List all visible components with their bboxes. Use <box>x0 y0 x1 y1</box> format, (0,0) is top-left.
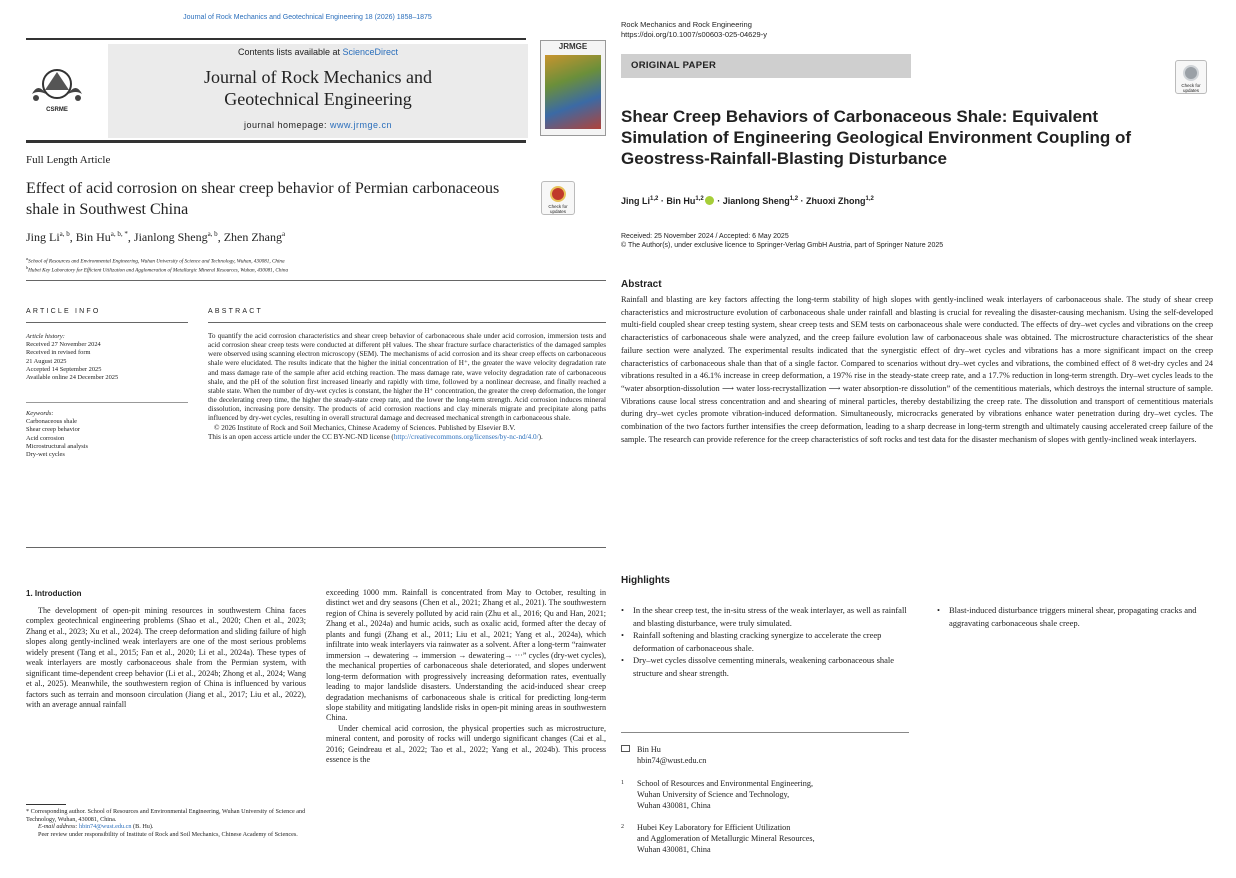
doi-link[interactable]: https://doi.org/10.1007/s00603-025-04629-y <box>621 30 767 39</box>
affiliation-a <box>26 256 285 265</box>
left-article-page <box>0 0 615 878</box>
right-article-page <box>615 0 1236 878</box>
intro-paragraph: Under chemical acid corrosion, the physical properties such as microstructure, mineral content, and porosity of rocks will undergo significant changes (Cai et al., 2016; Geindreau et al., 2022; Tao et al., 2022; Yang et al., 2024b). This process essence is the <box>326 723 606 765</box>
article-info-heading: ARTICLE INFO <box>26 308 101 315</box>
corresponding-name: Bin Hu <box>637 745 661 754</box>
cover-image <box>545 55 601 129</box>
author-name[interactable]: Jianlong Sheng <box>133 230 208 244</box>
homepage-link[interactable]: www.jrmge.cn <box>330 120 393 130</box>
banner-bottom-rule <box>26 140 526 143</box>
copyright-line: © The Author(s), under exclusive licence to Springer-Verlag GmbH Austria, part of Springer Nature 2025 <box>621 242 944 249</box>
publication-dates <box>621 232 943 250</box>
highlights-heading: Highlights <box>621 575 670 586</box>
journal-reference <box>621 20 767 40</box>
author-name[interactable]: Bin Hu <box>666 196 696 206</box>
corresponding-author <box>621 744 911 766</box>
footnote-rule <box>26 804 66 805</box>
affiliation-text: School of Resources and Environmental Engineering, Wuhan University of Science and Technology, Wuhan, 430081, China <box>28 258 285 265</box>
copyright-line: © 2026 Institute of Rock and Soil Mechanics, Chinese Academy of Sciences. Published by Elsevier B.V. <box>214 423 516 432</box>
journal-homepage <box>108 120 528 130</box>
orcid-icon[interactable] <box>705 196 714 205</box>
introduction-heading: 1. Introduction <box>26 589 82 598</box>
article-type-banner: ORIGINAL PAPER <box>621 54 911 78</box>
affiliation-b <box>26 265 288 274</box>
author-separator: · <box>658 196 667 206</box>
journal-cover-thumbnail <box>540 40 606 136</box>
affiliation-line: and Agglomeration of Metallurgic Mineral Resources, <box>637 834 815 843</box>
affiliation-line: Wuhan 430081, China <box>637 801 711 810</box>
abstract-heading: Abstract <box>621 279 662 290</box>
sciencedirect-link[interactable]: ScienceDirect <box>342 47 399 57</box>
affiliation-line: Wuhan 430081, China <box>637 845 711 854</box>
email-footnote <box>26 823 306 831</box>
society-logo <box>24 60 90 120</box>
author-sup: 1,2 <box>789 196 799 202</box>
article-history <box>26 333 196 382</box>
keyword: Dry-wet cycles <box>26 451 65 459</box>
author-sup: a <box>282 230 286 238</box>
header-rule <box>26 38 526 40</box>
author-name[interactable]: Bin Hu <box>75 230 111 244</box>
license-suffix: ). <box>538 432 543 441</box>
highlight-item: • In the shear creep test, the in-situ stress of the weak interlayer, as well as rainfall and blasting disturbance, were truly simulated. <box>621 604 909 629</box>
footnotes <box>26 808 306 838</box>
history-line: Accepted 14 September 2025 <box>26 365 102 373</box>
keywords <box>26 410 196 459</box>
journal-title-line1: Journal of Rock Mechanics and <box>204 67 432 87</box>
affiliation-line: Hubei Key Laboratory for Efficient Utilization <box>637 823 791 832</box>
journal-name: Rock Mechanics and Rock Engineering <box>621 20 752 29</box>
keyword: Microstructural analysis <box>26 442 88 450</box>
author-sup: 1,2 <box>650 196 659 202</box>
intro-column-2 <box>326 588 606 766</box>
affiliation-sup: b <box>26 265 29 270</box>
affiliation-line: Wuhan University of Science and Technology, <box>637 790 790 799</box>
envelope-icon <box>621 745 630 752</box>
intro-paragraph: exceeding 1000 mm. Rainfall is concentrated from May to October, resulting in distinct wet and dry seasons (Chen et al., 2021; Zhang et al., 2021). The southwestern region of China is severely polluted by acid rain (Zhu et al., 2016; Qu and Han, 2021; Zhang et al., 2024a) and humic acids, such as oxalic acid, formed after the decay of plants and fungi (Zhang et al., 2011; Liu et al., 2021; Yang et al., 2024a), which infiltrate into weak interlayers via rainwater as a solvent. After a long-term “rainwater immersion → dewatering → immersion → dewatering→ ···” cycles (dry-wet cycles), the mechanical properties of carbonaceous shale deteriorated, and slopes underwent long-term deformation with progressively increasing deformation rates, eventually leading to major landslide disasters. Understanding the acid-induced shear creep degradation mechanisms of carbonaceous shale is critical for predicting long-term slope stability and mitigating landslide risks in open-pit mining areas in southwestern China. <box>326 588 606 723</box>
author-name[interactable]: Jianlong Sheng <box>722 196 790 206</box>
bookmark-icon <box>550 186 566 202</box>
bookmark-icon <box>1183 65 1199 81</box>
author-sup: 1,2 <box>695 196 704 202</box>
affiliation-text: Hubei Key Laboratory for Efficient Utilization and Agglomeration of Metallurgic Mineral Resources, Wuhan, 430081, China <box>28 267 289 274</box>
author-list <box>621 196 874 206</box>
history-line: Received 27 November 2024 <box>26 341 101 349</box>
check-updates-label: Check for updates <box>548 204 568 214</box>
author-sup: a, b <box>207 230 218 238</box>
divider <box>26 280 606 281</box>
contents-prefix: Contents lists available at <box>237 47 343 57</box>
keyword: Shear creep behavior <box>26 426 80 434</box>
license-prefix: This is an open access article under the CC BY-NC-ND license ( <box>208 432 394 441</box>
affiliation-1 <box>621 778 911 811</box>
abstract-text <box>208 332 606 442</box>
check-updates-label: Check for updates <box>1181 83 1201 93</box>
highlights-column-1 <box>621 604 909 679</box>
affiliation-2 <box>621 822 911 855</box>
author-sup: a, b, * <box>110 230 128 238</box>
check-for-updates-badge[interactable] <box>541 181 575 215</box>
received-accepted: Received: 25 November 2024 / Accepted: 6 May 2025 <box>621 233 789 240</box>
running-header: Journal of Rock Mechanics and Geotechnical Engineering 18 (2026) 1858–1875 <box>183 14 432 21</box>
email-link[interactable]: hbin74@wust.edu.cn <box>79 823 132 831</box>
email-label: E-mail address: <box>38 823 78 831</box>
author-name[interactable]: Jing Li <box>26 230 60 244</box>
history-line: Received in revised form <box>26 349 91 357</box>
author-name[interactable]: Zhen Zhang <box>223 230 282 244</box>
keyword: Acid corrosion <box>26 434 65 442</box>
corresponding-footnote: * Corresponding author. School of Resources and Environmental Engineering, Wuhan University of Science and Technology, Wuhan, 430081, China. <box>26 808 306 823</box>
abstract-bottom-rule <box>26 547 606 548</box>
highlight-item: • Rainfall softening and blasting cracking synergize to accelerate the creep deformation of carbonaceous shale. <box>621 629 909 654</box>
author-separator: · <box>714 196 723 206</box>
history-line: Available online 24 December 2025 <box>26 374 119 382</box>
keywords-heading: Keywords: <box>26 410 54 417</box>
author-separator: · <box>798 196 807 206</box>
license-line <box>208 433 606 442</box>
journal-title <box>108 66 528 110</box>
intro-column-1: The development of open-pit mining resources in southwestern China faces complex geotechnical engineering problems (Shao et al., 2020; Chen et al., 2023; Zhang et al., 2023; Xu et al., 2024). The creep deformation and sliding failure of high slopes along gently-inclined weak interlayers are one of the most serious problems widely present (Tang et al., 2015; Fan et al., 2020; Li et al., 2024a). These types of weak interlayers are mostly carbonaceous shale from the Permian system, with significant time-dependent creep behavior (Li et al., 2024b; Zhong et al., 2024; Wang et al., 2025). Meanwhile, the southwestern region of China is influenced by various factors such as terrain and monsoon circulation (Jiang et al., 2017; Liu et al., 2022), with an average annual rainfall <box>26 606 306 710</box>
society-logo-text: CSRME <box>46 107 68 113</box>
abstract-text: Rainfall and blasting are key factors affecting the long-term stability of high slopes with gently-inclined weak interlayers of carbonaceous shale. The study of shear creep characteristics and microstructure evolution of carbonaceous shale under rainfall and blasting is crucial for revealing the disaster-causing mechanism. Using the self-developed multi-field coupled shear creep testing system, shear creep tests and SEM tests on carbonaceous shale were conducted. The effects of dry–wet cycles and vibrations on the creep characteristics of carbonaceous shale were analyzed, and the creep failure evolution law of carbonaceous shale was obtained. The microstructure characteristics of the shear failure section were analyzed. The experimental results indicated that the synergistic effect of dry–wet cycles and vibrations has a more significant impact on the creep characteristics of carbonaceous shale than that of a single factor. Compared to scenarios without dry–wet cycles and vibrations, the combined effect of 8 wet-dry cycles and 24 vibrations resulted in a 46.1% increase in creep deformation, a 197% rise in the steady-state creep rate, and a 17.7% reduction in long-term strength. Dry–wet cycles leads to the “water absorption-dissolution ⟶ water loss-recrystallization ⟶ water absorption-re dissolution” of the cementitious materials, which destroys the internal structure of sample. Vibrations cause local stress concentration and and shearing of mineral particles, thereby destabilizing the creep rate. The dissolution and transport of cementitious materials during dry–wet cycles promote vibration-induced deformation. Simultaneously, microcracks generated by vibrations enhance water penetration during dry–wet cycles. The combination of the two factors further intensifies the creep deformation, leading to a sharp decrease in long-term strength and ultimately causing accelerated creep failure of the sample. The research can provide reference for the creep characteristics of soft rocks and test data for the disaster mechanism of slopes with gently-inclined weak interlayers. <box>621 295 1213 444</box>
check-for-updates-badge[interactable] <box>1175 60 1207 94</box>
paper-title: Effect of acid corrosion on shear creep behavior of Permian carbonaceous shale in Southwest China <box>26 180 500 218</box>
author-sup: a, b <box>59 230 70 238</box>
contents-line <box>108 47 528 57</box>
affiliation-sup: a <box>26 256 29 261</box>
keyword: Carbonaceous shale <box>26 418 77 426</box>
abstract-rule <box>208 322 606 323</box>
license-link[interactable]: http://creativecommons.org/licenses/by-nc-nd/4.0/ <box>393 432 539 441</box>
abstract-heading: ABSTRACT <box>208 308 263 315</box>
author-name[interactable]: Jing Li <box>621 196 650 206</box>
article-info-rule <box>26 322 188 323</box>
email-suffix: (B. Hu). <box>133 823 154 831</box>
journal-title-line2: Geotechnical Engineering <box>224 89 412 109</box>
history-line: 21 August 2025 <box>26 357 67 365</box>
author-sup: 1,2 <box>865 196 874 202</box>
author-list: Jing Li$^{a, b}$, Bin $Hu^{a, b, *}$, Jianlong Sheng$^{a, b}$, Zhen Zhang$^a$ <box>26 230 286 244</box>
corresponding-email[interactable]: hbin74@wust.edu.cn <box>637 756 707 765</box>
author-name[interactable]: Zhuoxi Zhong <box>806 196 866 206</box>
peer-review-footnote: Peer review under responsibility of Institute of Rock and Soil Mechanics, Chinese Academy of Sciences. <box>38 830 298 838</box>
cover-label: JRMGE <box>558 42 588 51</box>
history-heading: Article history: <box>26 333 65 340</box>
highlights-column-2 <box>937 604 1215 629</box>
paper-title: Shear Creep Behaviors of Carbonaceous Shale: Equivalent Simulation of Engineering Geological Environment Coupling of Geostress-Rainfall-Blasting Disturbance <box>621 107 1132 168</box>
history-rule <box>26 402 188 403</box>
homepage-prefix: journal homepage: <box>243 120 331 130</box>
highlight-item: • Dry–wet cycles dissolve cementing minerals, weakening carbonaceous shale structure and shear strength. <box>621 654 909 679</box>
abstract-body: To quantify the acid corrosion characteristics and shear creep behavior of carbonaceous shale under acid corrosion, immersion tests and acid corrosion shear creep tests were conducted at different pH values. The shear fracture surface characteristics of the damaged samples were observed using scanning electron microscopy (SEM). The mechanisms of acid corrosion and its shear creep effects on carbonaceous shale were elucidated. The results indicate that the higher the initial concentration of H⁺, the greater the wave velocity degradation rate and mass damage rate of the sample after acid etching reaction. The mass damage rate, wave velocity degradation rate of carbonaceous shale, and the pH of the solution first increased linearly and rapidly with time, followed by a nonlinear decrease, and finally reached a stable state. When the number of dry-wet cycles is constant, the higher the H⁺ concentration, the greater the creep deformation, the longer the decelerating creep time, the higher the steady-state creep rate, and the lower the long-term strength. Acid corrosion induces mineral dissolution, increasing pore density. The products of acid corrosion reactions and clay minerals migrate and precipitate along paths influenced by dry-wet cycles, resulting in overall structural damage and decreased mechanical strength in carbonaceous shale. <box>208 332 606 423</box>
highlight-item: • Blast-induced disturbance triggers mineral shear, propagating cracks and aggravating carbonaceous shale creep. <box>937 604 1215 629</box>
article-type: Full Length Article <box>26 154 111 166</box>
affiliation-number: 2 <box>621 824 624 830</box>
corresponding-rule <box>621 732 909 733</box>
affiliation-line: School of Resources and Environmental Engineering, <box>637 779 813 788</box>
affiliation-number: 1 <box>621 780 624 786</box>
